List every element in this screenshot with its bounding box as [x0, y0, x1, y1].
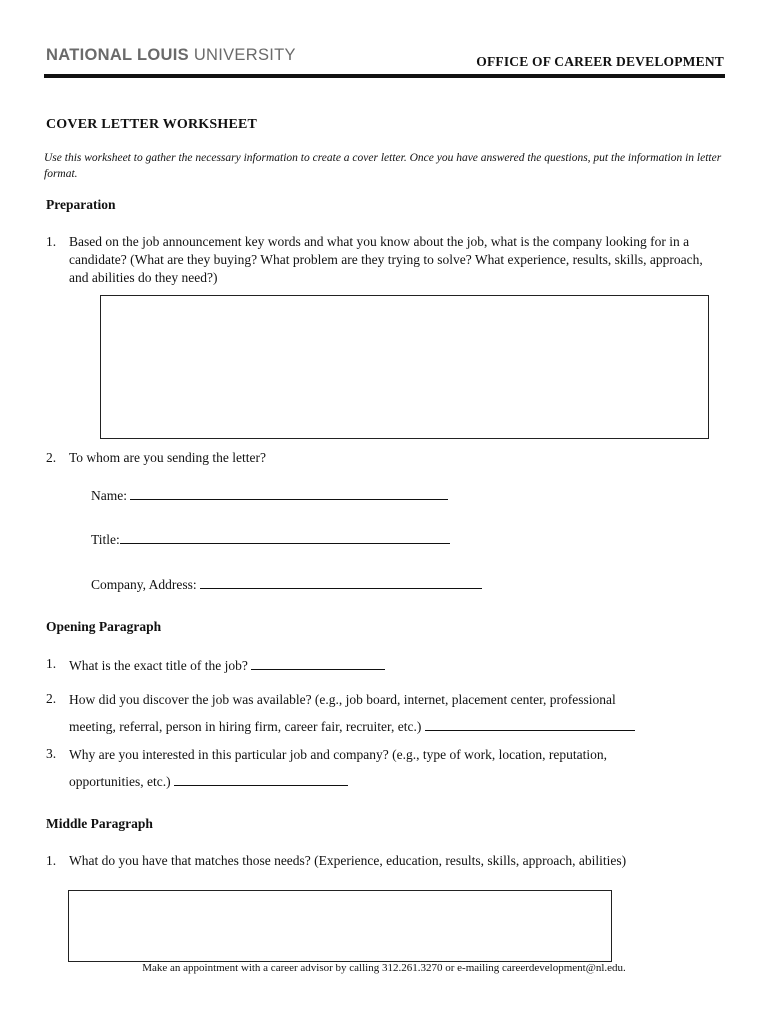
preparation-question-2 [46, 449, 726, 467]
university-logo [46, 46, 296, 65]
recipient-title-field [91, 529, 450, 548]
company-input-line[interactable] [200, 574, 482, 589]
opening-question-2 [46, 690, 726, 736]
brand-bold-text: NATIONAL LOUIS [46, 46, 189, 64]
section-heading-middle: Middle Paragraph [46, 816, 153, 831]
question-number: 1. [46, 234, 57, 249]
office-title: OFFICE OF CAREER DEVELOPMENT [476, 54, 724, 69]
recipient-company-field [91, 574, 482, 593]
question-text: What is the exact title of the job? [69, 658, 248, 673]
title-label: Title: [91, 532, 120, 547]
interest-input-line[interactable] [174, 771, 348, 786]
name-input-line[interactable] [130, 485, 448, 500]
company-needs-answer-box[interactable] [100, 295, 709, 439]
worksheet-intro: Use this worksheet to gather the necessary information to create a cover letter. Once you have answered the questions, put the information in letter format. [44, 152, 722, 180]
opening-question-3 [46, 745, 726, 791]
worksheet-title: COVER LETTER WORKSHEET [46, 117, 258, 132]
footer-contact-note: Make an appointment with a career advisor by calling 312.261.3270 or e-mailing careerdevelopment@nl.edu. [142, 962, 626, 974]
preparation-question-1 [46, 233, 726, 289]
matching-qualifications-answer-box[interactable] [68, 890, 612, 962]
question-text-line-2: meeting, referral, person in hiring firm, career fair, recruiter, etc.) [69, 719, 422, 734]
brand-light-text: UNIVERSITY [193, 46, 296, 64]
question-text-line-2: opportunities, etc.) [69, 774, 171, 789]
title-input-line[interactable] [120, 529, 450, 544]
opening-question-1 [46, 655, 726, 673]
question-text-line-1: Why are you interested in this particular job and company? (e.g., type of work, location, reputation, [69, 747, 607, 762]
name-label: Name: [91, 488, 127, 503]
question-number: 2. [46, 450, 57, 465]
section-heading-opening: Opening Paragraph [46, 619, 162, 634]
question-text: Based on the job announcement key words and what you know about the job, what is the company looking for in a candidate? (What are they buying? What problem are they trying to solve? What experience, results, skills, approach, and abilities do they need?) [69, 234, 703, 285]
middle-question-1 [46, 852, 726, 870]
question-text-line-1: How did you discover the job was available? (e.g., job board, internet, placement center, professional [69, 692, 616, 707]
header-rule [44, 74, 725, 78]
job-title-input-line[interactable] [251, 655, 385, 670]
question-number: 2. [46, 691, 57, 706]
question-text: To whom are you sending the letter? [69, 450, 266, 465]
question-number: 1. [46, 656, 57, 671]
job-discovery-input-line[interactable] [425, 716, 635, 731]
question-number: 1. [46, 853, 57, 868]
recipient-name-field [91, 485, 448, 504]
question-number: 3. [46, 746, 57, 761]
company-label: Company, Address: [91, 577, 197, 592]
section-heading-preparation: Preparation [46, 197, 116, 212]
question-text: What do you have that matches those needs? (Experience, education, results, skills, approach, abilities) [69, 853, 627, 868]
